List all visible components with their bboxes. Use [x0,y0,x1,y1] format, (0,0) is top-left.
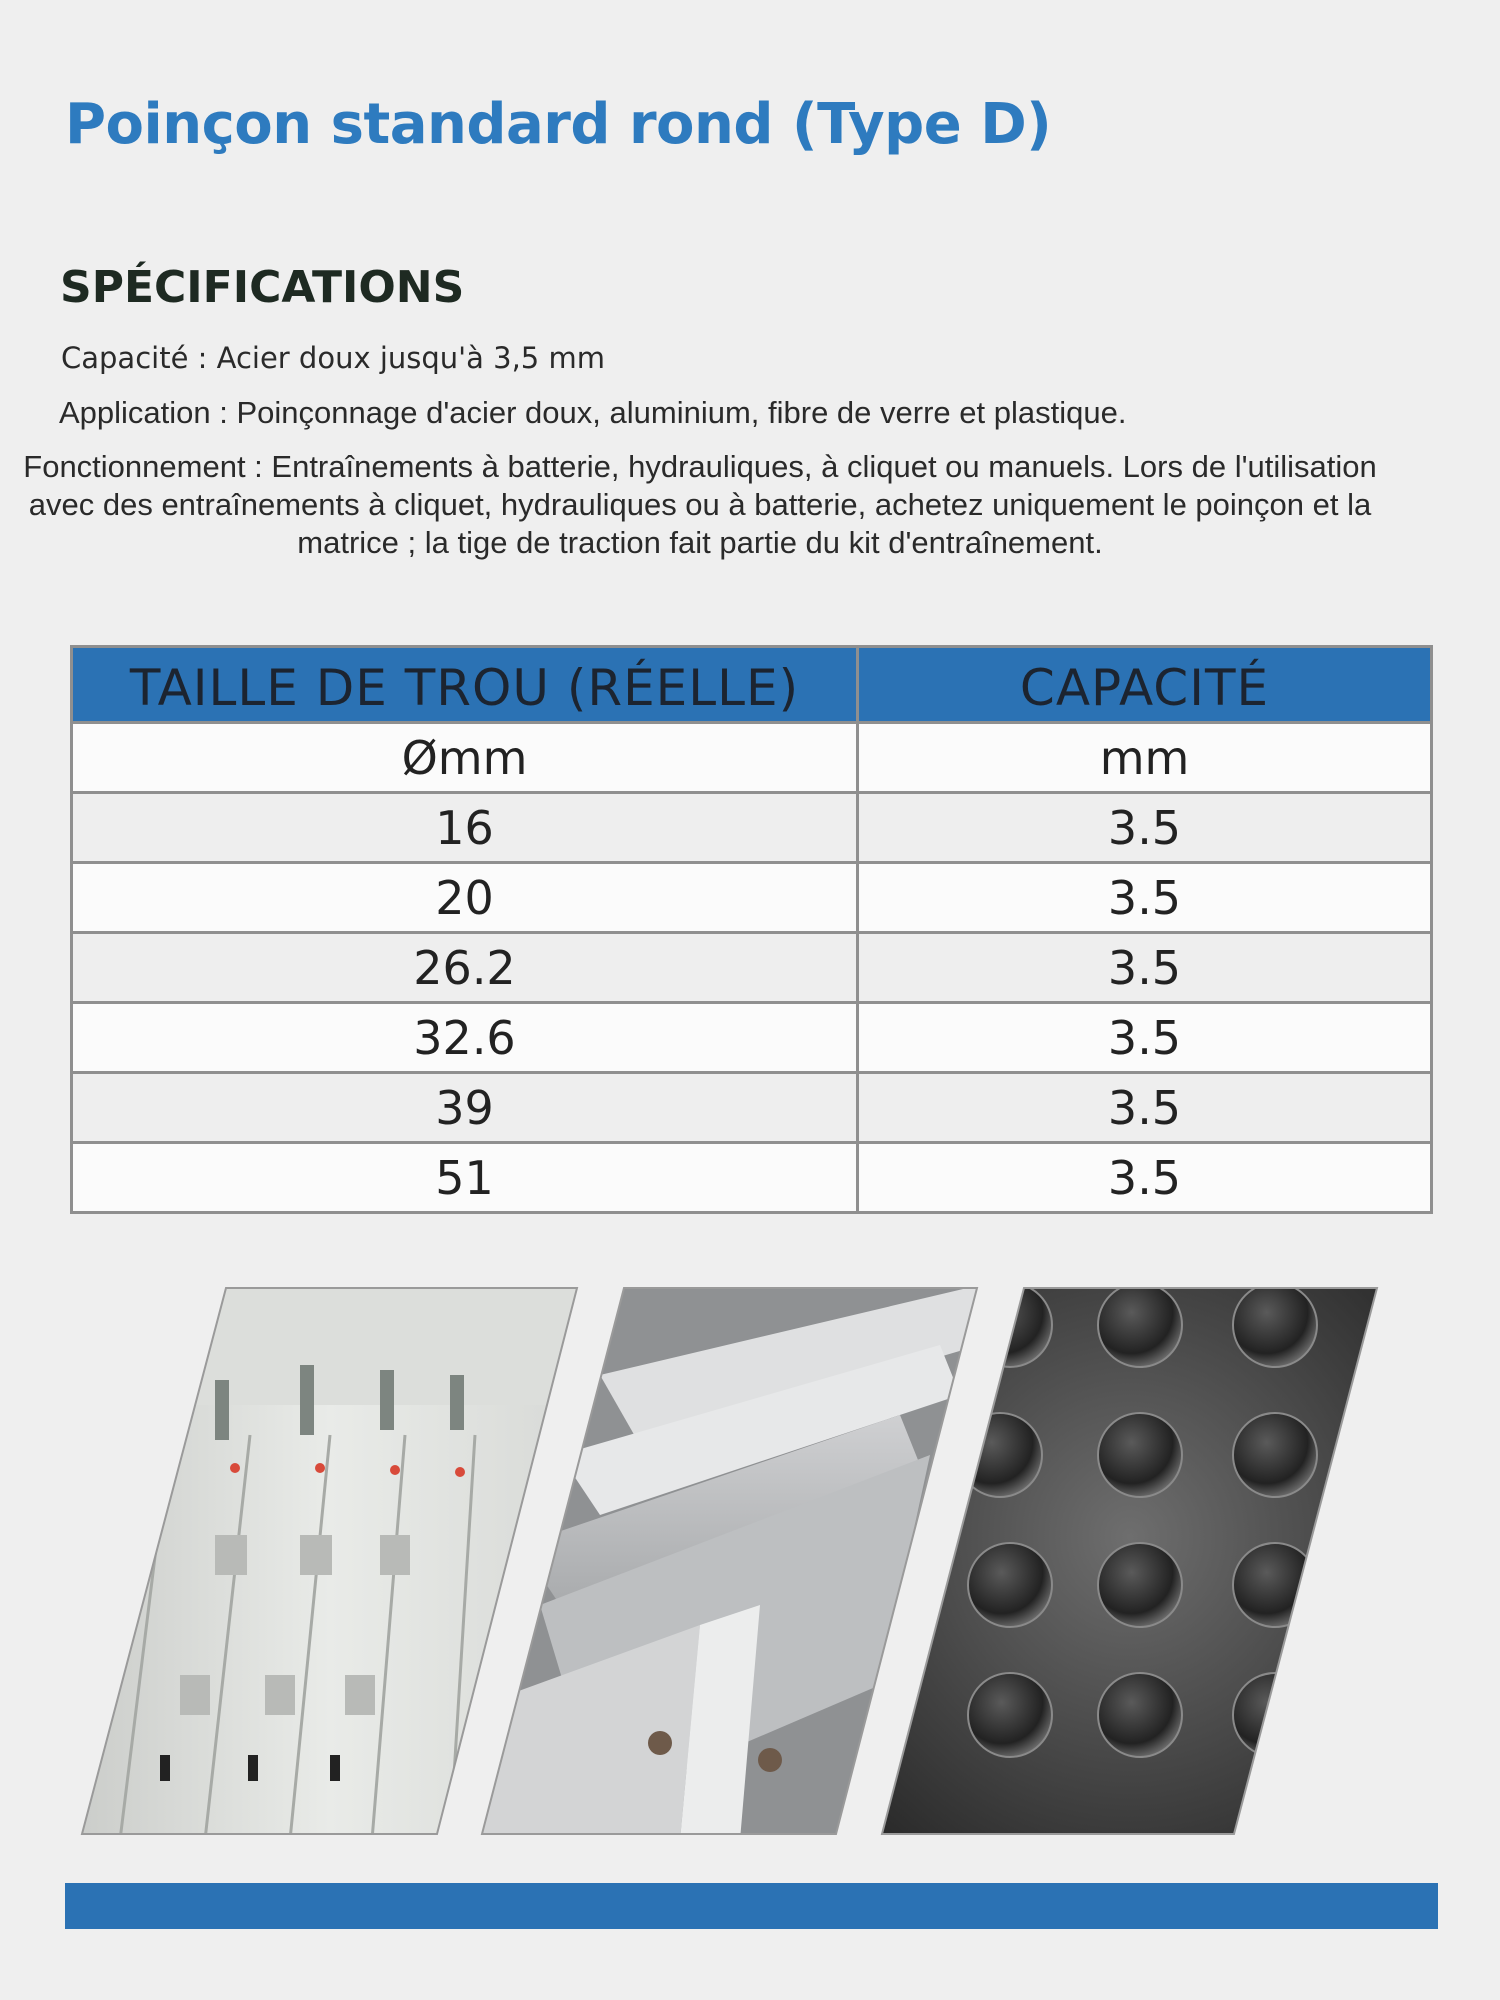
capacity-cell: 3.5 [858,1003,1432,1073]
operation-text: Fonctionnement : Entraînements à batterie, hydrauliques, à cliquet ou manuels. Lors de l'utilisation avec des entraînements à cliquet, hydrauliques ou à batterie, achetez uniquement le poinçon et la matrice ; la tige de traction fait partie du kit d'entraînement. [23,449,1377,560]
column-header-capacity: CAPACITÉ [858,647,1432,723]
hole-size-cell: 39 [72,1073,858,1143]
table-row [72,933,1432,1003]
capacity-cell: 3.5 [858,863,1432,933]
capacity-cell: 3.5 [858,933,1432,1003]
capacity-cell: 3.5 [858,1073,1432,1143]
application-photos [0,1285,1500,1840]
table-header-row [72,647,1432,723]
unit-hole-size: Ømm [72,723,858,793]
table-row [72,863,1432,933]
hole-size-cell: 32.6 [72,1003,858,1073]
page-title: Poinçon standard rond (Type D) [65,92,1052,157]
application-text: Application : Poinçonnage d'acier doux, aluminium, fibre de verre et plastique. [59,395,1127,430]
table-row [72,1003,1432,1073]
capacity-text: Capacité : Acier doux jusqu'à 3,5 mm [61,341,605,375]
table-row [72,1143,1432,1213]
table-row [72,793,1432,863]
specifications-table [70,645,1433,1214]
column-header-hole-size: TAILLE DE TROU (RÉELLE) [72,647,858,723]
capacity-cell: 3.5 [858,1143,1432,1213]
capacity-cell: 3.5 [858,793,1432,863]
hole-size-cell: 51 [72,1143,858,1213]
hole-size-cell: 16 [72,793,858,863]
units-row [72,723,1432,793]
unit-capacity: mm [858,723,1432,793]
hole-size-cell: 26.2 [72,933,858,1003]
table-row [72,1073,1432,1143]
hole-size-cell: 20 [72,863,858,933]
specifications-heading: SPÉCIFICATIONS [60,262,465,313]
footer-bar [65,1883,1438,1929]
